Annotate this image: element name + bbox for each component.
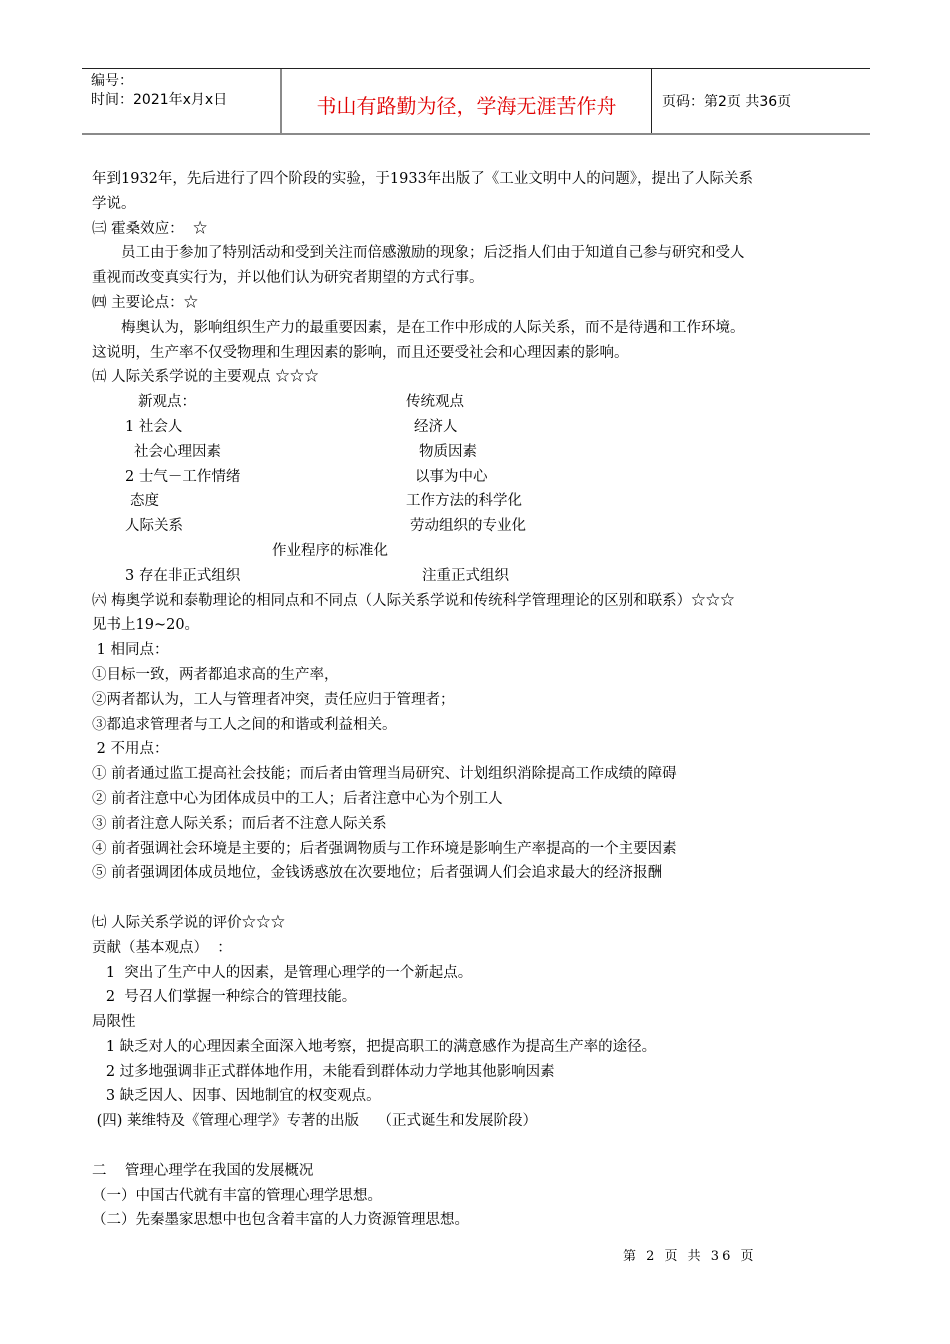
section-heading-levitt: (四) 莱维特及《管理心理学》专著的出版 （正式诞生和发展阶段） xyxy=(92,1113,537,1130)
new-view-cell: 社会心理因素 xyxy=(134,443,221,460)
traditional-view-cell: 工作方法的科学化 xyxy=(406,493,522,510)
list-item: 2 过多地强调非正式群体地作用，未能看到群体动力学地其他影响因素 xyxy=(92,1063,555,1080)
comparison-row xyxy=(92,564,872,589)
paragraph-line: 年到1932年，先后进行了四个阶段的实验，于1933年出版了《工业文明中人的问题》，提出了人际关系 xyxy=(92,171,754,187)
section-heading-main-points: ㈣ 主要论点：☆ xyxy=(92,294,199,311)
new-view-cell: 人际关系 xyxy=(125,518,183,535)
traditional-view-cell: 作业程序的标准化 xyxy=(272,542,388,559)
reference-note: 见书上19~20。 xyxy=(92,617,200,634)
section-heading-hawthorne: ㈢ 霍桑效应： ☆ xyxy=(92,220,208,237)
paragraph-line: 这说明，生产率不仅受物理和生理因素的影响，而且还要受社会和心理因素的影响。 xyxy=(92,344,629,361)
section-heading-similar-diff: ㈥ 梅奥学说和泰勒理论的相同点和不同点（人际关系学说和传统科学管理理论的区别和联系）☆☆☆ xyxy=(92,592,735,609)
spacer xyxy=(92,1134,872,1159)
section-heading-evaluation: ㈦ 人际关系学说的评价☆☆☆ xyxy=(92,914,286,931)
traditional-view-cell: 以事为中心 xyxy=(415,468,488,485)
comparison-row xyxy=(92,514,872,539)
comparison-row xyxy=(92,390,872,415)
document-date: 时间：2021年x月x日 xyxy=(91,92,228,108)
paragraph-line: 学说。 xyxy=(92,195,136,212)
paragraph-line: 员工由于参加了特别活动和受到关注而倍感激励的现象；后泛指人们由于知道自己参与研究和受人 xyxy=(121,245,745,262)
section-heading-china: 二 管理心理学在我国的发展概况 xyxy=(92,1162,314,1179)
new-view-cell: 1 社会人 xyxy=(125,418,183,435)
comparison-row xyxy=(92,489,872,514)
subheading-limitations: 局限性 xyxy=(92,1014,136,1031)
list-item: ③都追求管理者与工人之间的和谐或利益相关。 xyxy=(92,716,397,733)
list-item: ③ 前者注意人际关系；而后者不注意人际关系 xyxy=(92,815,387,832)
list-item: ④ 前者强调社会环境是主要的；后者强调物质与工作环境是影响生产率提高的一个主要因素 xyxy=(92,840,677,857)
spacer xyxy=(92,886,872,911)
list-item: ② 前者注意中心为团体成员中的工人；后者注意中心为个别工人 xyxy=(92,790,503,807)
comparison-row xyxy=(92,415,872,440)
list-item: ① 前者通过监工提高社会技能；而后者由管理当局研究、计划组织消除提高工作成绩的障碍 xyxy=(92,766,677,783)
paragraph-line: 梅奥认为，影响组织生产力的最重要因素，是在工作中形成的人际关系，而不是待遇和工作环境。 xyxy=(121,319,745,336)
list-item: （一）中国古代就有丰富的管理心理学思想。 xyxy=(92,1187,382,1204)
paragraph-line: 重视而改变真实行为，并以他们认为研究者期望的方式行事。 xyxy=(92,270,484,287)
header-meta xyxy=(82,69,282,133)
comparison-row xyxy=(92,539,872,564)
list-item: 3 缺乏因人、因事、因地制宜的权变观点。 xyxy=(92,1088,381,1105)
list-item: 1 缺乏对人的心理因素全面深入地考察，把提高职工的满意感作为提高生产率的途径。 xyxy=(92,1038,657,1055)
new-view-cell: 态度 xyxy=(130,493,159,510)
header-motto: 书山有路勤为径，学海无涯苦作舟 xyxy=(282,69,652,133)
document-number-label: 编号： xyxy=(91,73,133,89)
comparison-row xyxy=(92,440,872,465)
traditional-view-cell: 劳动组织的专业化 xyxy=(410,518,526,535)
section-heading-comparison: ㈤ 人际关系学说的主要观点 ☆☆☆ xyxy=(92,369,319,386)
subheading-same: 1 相同点： xyxy=(92,642,169,659)
list-item: （二）先秦墨家思想中也包含着丰富的人力资源管理思想。 xyxy=(92,1212,469,1229)
document-header xyxy=(82,68,870,135)
new-view-cell: 新观点： xyxy=(138,394,196,411)
subheading-diff: 2 不用点： xyxy=(92,741,169,758)
list-item: ①目标一致，两者都追求高的生产率， xyxy=(92,666,339,683)
new-view-cell: 2 士气－工作情绪 xyxy=(125,468,241,485)
traditional-view-cell: 物质因素 xyxy=(419,443,477,460)
document-body xyxy=(92,167,872,1233)
traditional-view-cell: 经济人 xyxy=(414,418,458,435)
comparison-row xyxy=(92,465,872,490)
header-page-info: 页码：第2页 共36页 xyxy=(662,94,792,110)
list-item: ⑤ 前者强调团体成员地位，金钱诱惑放在次要地位；后者强调人们会追求最大的经济报酬 xyxy=(92,865,663,882)
traditional-view-cell: 传统观点 xyxy=(406,394,464,411)
list-item: 1 突出了生产中人的因素，是管理心理学的一个新起点。 xyxy=(92,964,473,981)
list-item: ②两者都认为，工人与管理者冲突，责任应归于管理者； xyxy=(92,691,455,708)
comparison-table xyxy=(92,390,872,588)
subheading-contribution: 贡献（基本观点） ： xyxy=(92,939,232,956)
new-view-cell: 3 存在非正式组织 xyxy=(125,567,241,584)
traditional-view-cell: 注重正式组织 xyxy=(422,567,509,584)
list-item: 2 号召人们掌握一种综合的管理技能。 xyxy=(92,989,357,1006)
page-footer: 第 2 页 共 36 页 xyxy=(623,1249,757,1264)
